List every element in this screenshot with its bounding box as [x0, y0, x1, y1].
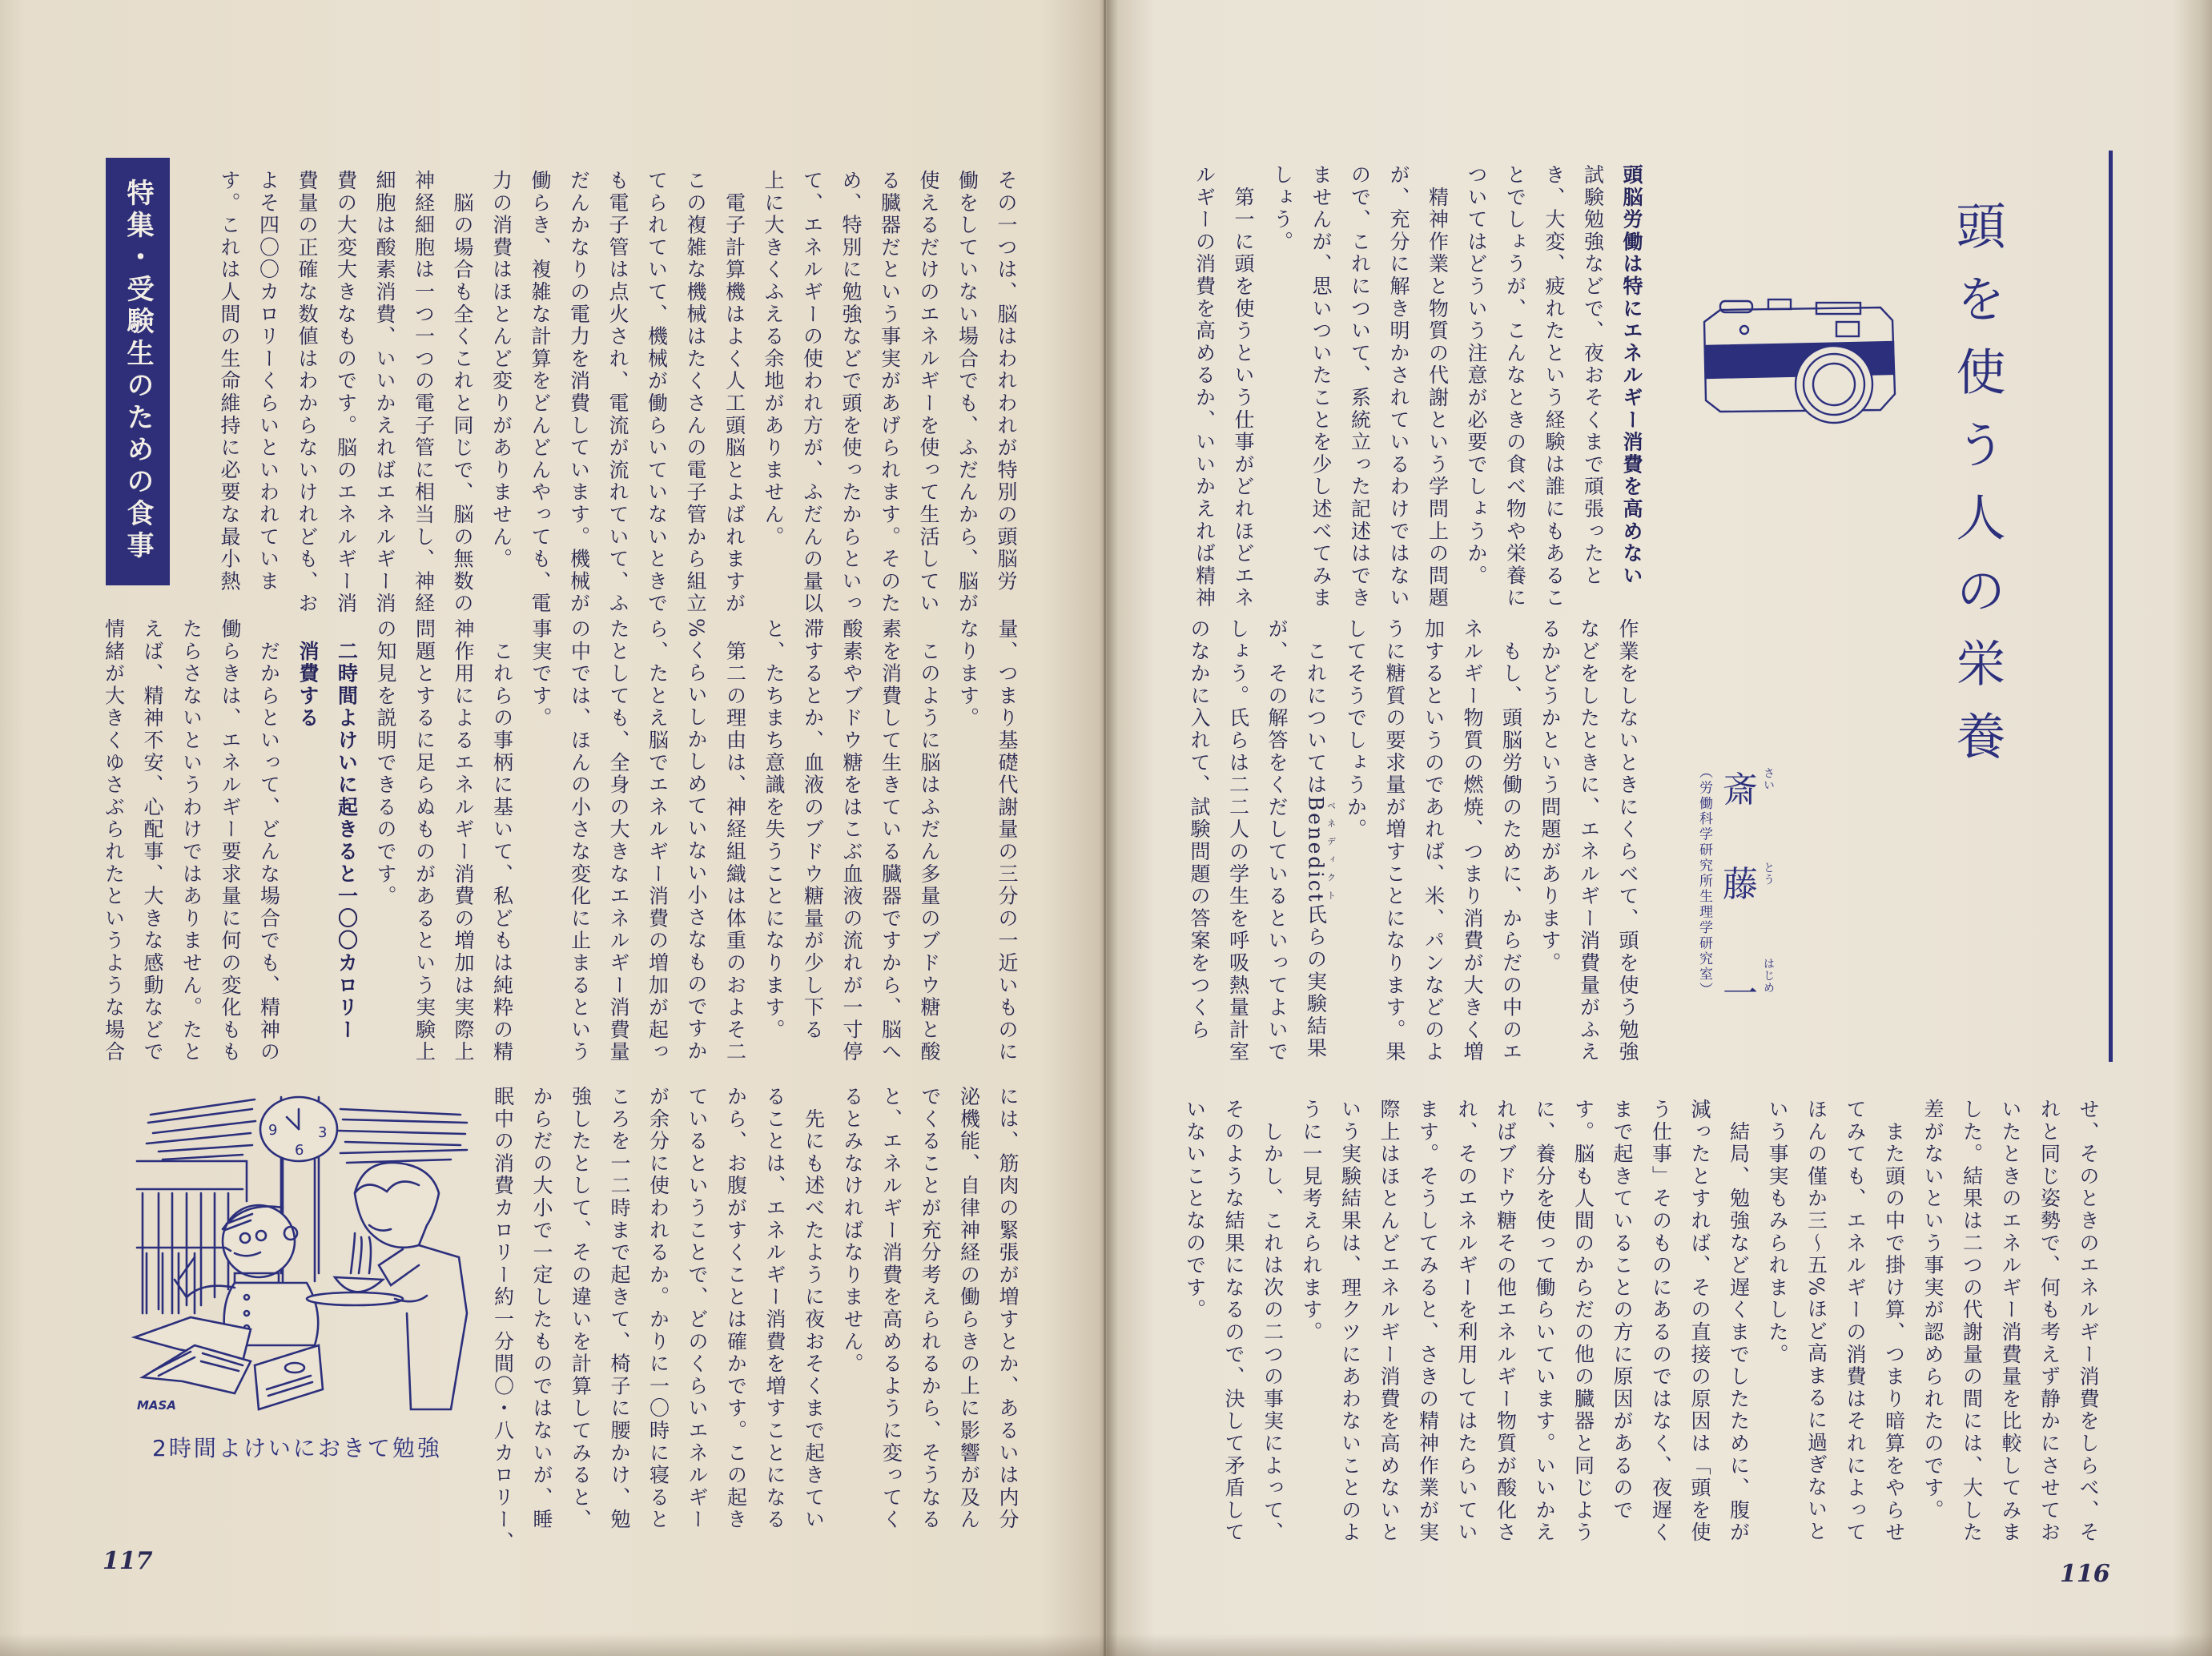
text-column: からだの大小で一定したものではないが、睡	[530, 1086, 553, 1531]
text-column: 素を消費して生きている臓器ですから、脳へ	[879, 618, 903, 1063]
feature-label: 特集・受験生のための食事	[122, 179, 154, 563]
text-column: る臓器だという事実があげられます。そのた	[878, 170, 902, 615]
text-column: 結局、勉強など遅くまでしたために、腹が	[1727, 1099, 1751, 1544]
text-column: 第一に頭を使うという仕事がどれほどエネ	[1232, 164, 1255, 609]
text-column: いう事実もみられました。	[1766, 1099, 1789, 1366]
author-char: 一	[1723, 974, 1758, 1015]
text-segment: 氏らの実験結果	[1304, 903, 1328, 1060]
text-column: う仕事」そのものにあるのではなく、夜遅く	[1649, 1099, 1673, 1544]
page-number-right: 116	[2060, 1560, 2110, 1588]
text-column: 第二の理由は、神経組織は体重のおよそ二	[723, 618, 747, 1063]
text-column: 脳の場合も全くこれと同じで、脳の無数の	[451, 170, 474, 615]
left-top-text-block	[211, 170, 1025, 615]
text-column: 費量の正確な数値はわからないけれども、お	[296, 170, 319, 615]
page-gutter	[1104, 0, 1106, 1656]
clock-numeral-6: 6	[295, 1142, 304, 1159]
text-column: いう実験結果は、理クツにあわないことのよ	[1338, 1099, 1362, 1544]
text-column: ているということで、どのくらいエネルギー	[686, 1086, 709, 1531]
text-column: %くらいしかしめていない小さなものですか	[685, 618, 708, 1063]
text-column: るとみなければなりません。	[841, 1086, 864, 1376]
author-affiliation: （労働科学研究所生理学研究室）	[1696, 765, 1712, 998]
text-column: が、充分に解き明かされているわけではない	[1387, 164, 1410, 609]
ruby-annotation	[1304, 796, 1337, 904]
text-column: ほんの僅か三〜五%ほど高まるに過ぎないと	[1804, 1099, 1828, 1543]
text-column: でくることが充分考えられるから、そうなる	[919, 1086, 942, 1531]
section-heading: 二時間よけいに起きると一〇〇カロリー	[335, 618, 359, 1042]
text-column: も電子管は点火され、電流が流れていて、ふ	[606, 170, 629, 615]
author-ruby: はじめ	[1762, 958, 1775, 994]
text-column: 泌機能、自律神経の働らきの上に影響が及ん	[957, 1086, 981, 1531]
text-column: しかし、これは次の二つの事実によって、	[1261, 1099, 1285, 1544]
text-column: ついてはどういう注意が必要でしょうか。	[1465, 164, 1488, 588]
text-column: した。結果は二つの代謝量の間には、大した	[1960, 1099, 1984, 1544]
text-column: 神作用によるエネルギー消費の増加は実際上	[452, 618, 475, 1063]
text-segment: これについては	[1304, 618, 1328, 797]
text-column: 加するというのであれば、米、パンなどのよ	[1422, 618, 1446, 1063]
text-column: と、たちまち意識を失うことになります。	[762, 618, 786, 1042]
text-column: が、その解答をくだしているといってよいで	[1265, 618, 1289, 1063]
feature-label-box	[106, 158, 170, 585]
title-rule	[2109, 151, 2113, 1062]
clock-numeral-3: 3	[318, 1124, 328, 1141]
text-column: たとしても、全身の大きなエネルギー消費量	[607, 618, 630, 1063]
text-column: いないことなのです。	[1183, 1099, 1207, 1321]
text-column: 減ったとすれば、その直接の原因は「頭を使	[1688, 1099, 1711, 1544]
text-column: 使えるだけのエネルギーを使って生活してい	[917, 170, 940, 615]
text-column: には、筋肉の緊張が増すとか、あるいは内分	[996, 1086, 1020, 1531]
text-column: いたときのエネルギー消費量を比較してみま	[1999, 1099, 2022, 1544]
text-column: れと同じ姿勢で、何も考えず静かにさせてお	[2037, 1099, 2061, 1544]
text-column: が余分に使われるか。かりに一〇時に寝ると	[646, 1086, 670, 1531]
page-bottom-edge	[0, 1634, 2212, 1656]
clock-numeral-9: 9	[268, 1122, 278, 1139]
text-column: その一つは、脳はわれわれが特別の頭脳労	[995, 170, 1018, 593]
text-column: 働らき、複雑な計算をどんどんやっても、電	[529, 170, 552, 615]
right-top-text-block	[1183, 164, 1651, 609]
section-heading: 頭脳労働は特にエネルギー消費を高めない	[1620, 164, 1643, 588]
text-column: て、エネルギーの使われ方が、ふだんの量以	[800, 170, 824, 615]
text-column: なります。	[956, 618, 980, 730]
text-column: き、大変、疲れたという経験は誰にもあるこ	[1542, 164, 1566, 609]
text-column: ネルギー物質の燃焼、つまり消費が大きく増	[1461, 618, 1484, 1063]
text-column: てられていて、機械が働らいていないときで	[645, 170, 669, 615]
text-column: えば、精神不安、心配事、大きな感動などで	[141, 618, 164, 1063]
author-char: 藤	[1723, 864, 1758, 905]
text-column: ませんが、思いついたことを少し述べてみま	[1309, 164, 1333, 609]
text-column: また頭の中で掛け算、つまり暗算をやらせ	[1882, 1099, 1906, 1544]
text-column: これらの事柄に基いて、私どもは純粋の精	[490, 618, 514, 1063]
text-column: 試験勉強などで、夜おそくまで頑張ったと	[1581, 164, 1605, 588]
text-column: 強したとして、その違いを計算してみると、	[569, 1086, 593, 1531]
text-column: だからといって、どんな場合でも、精神の	[257, 618, 281, 1063]
text-column: うに一見考えられます。	[1300, 1099, 1323, 1344]
text-column: まで起きていることの方に原因があるので	[1611, 1099, 1634, 1522]
section-heading: 消費する	[296, 618, 320, 730]
author-ruby: さい	[1762, 767, 1775, 791]
author-ruby: とう	[1762, 862, 1775, 886]
text-column: 電子計算機はよく人工頭脳とよばれますが	[722, 170, 746, 615]
author-char: 斎	[1723, 770, 1758, 810]
text-column: 細胞は酸素消費、いいかえればエネルギー消	[373, 170, 396, 615]
text-column: せ、そのときのエネルギー消費をしらべ、そ	[2077, 1099, 2100, 1544]
text-column: 費の大変大きなものです。脳のエネルギー消	[334, 170, 358, 615]
text-column: 事実です。	[529, 618, 553, 730]
text-column: ころを一二時まで起きて、椅子に腰かけ、勉	[608, 1086, 631, 1531]
text-column: 問題とするに足らぬものがあるという実験上	[412, 618, 436, 1063]
text-column: よそ四〇〇カロリーくらいといわれていま	[256, 170, 280, 593]
text-column: 差がないという事実が認められたのです。	[1921, 1099, 1945, 1522]
text-column: などをしたときに、エネルギー消費量がふえ	[1577, 618, 1601, 1063]
text-column: め、特別に勉強などで頭を使ったからといっ	[839, 170, 863, 615]
text-column: たらさないというわけではありません。たと	[179, 618, 203, 1063]
page-number-left: 117	[103, 1547, 153, 1575]
text-column: てみても、エネルギーの消費はそれによって	[1844, 1099, 1867, 1544]
text-column: この複雑な機械はたくさんの電子管から組立	[684, 170, 707, 615]
text-column: このように脳はふだん多量のブドウ糖と酸	[918, 618, 941, 1063]
text-column: と、エネルギー消費を高めるように変ってく	[879, 1086, 903, 1531]
text-column: しょう。	[1270, 164, 1294, 254]
text-column: に、養分を使って働らいています。いいかえ	[1533, 1099, 1556, 1544]
text-column: ます。そうしてみると、さきの精神作業が実	[1416, 1099, 1440, 1544]
text-column: の知見を説明できるのです。	[374, 618, 397, 908]
text-column: す。これは人間の生命維持に必要な最小熱	[218, 170, 241, 593]
text-column: ルギーの消費を高めるか、いいかえれば精神	[1192, 164, 1217, 609]
left-lower-text-block	[482, 1086, 1027, 1554]
ruby-reading: ベネディクト	[1325, 796, 1337, 904]
camera-illustration	[1696, 298, 1901, 434]
text-column: 神経細胞は一つ一つの電子管に相当し、神経	[412, 170, 436, 615]
text-column: だんかなりの電力を消費しています。機械が	[567, 170, 591, 615]
right-lower-text-block	[1176, 1099, 2107, 1551]
text-column: 酸素やブドウ糖をはこぶ血液の流れが一寸停	[840, 618, 863, 1063]
left-middle-text-block	[102, 618, 1026, 1067]
text-column: 眠中の消費カロリー約一分間〇・八カロリー、	[491, 1086, 515, 1554]
right-middle-text-block	[1179, 618, 1647, 1067]
text-column: 先にも述べたように夜おそくまで起きてい	[802, 1086, 826, 1531]
text-column: ので、これについて、系統立った記述はでき	[1348, 164, 1372, 609]
text-column: してそうでしょうか。	[1344, 618, 1368, 841]
ruby-base: Benedict	[1304, 796, 1328, 904]
text-column: 作業をしないときにくらべて、頭を使う勉強	[1616, 618, 1639, 1063]
text-column: 力の消費はほとんど変りがありません。	[489, 170, 513, 571]
text-column: 情緒が大きくゆさぶられたというような場合	[102, 618, 126, 1063]
mother-with-bowl	[307, 1163, 467, 1409]
text-column: 量、つまり基礎代謝量の三分の一近いものに	[995, 618, 1019, 1063]
text-column: 際上はほとんどエネルギー消費を高めないと	[1377, 1099, 1401, 1544]
text-column: れ、そのエネルギーを利用してはたらいてい	[1455, 1099, 1478, 1544]
text-column: ればブドウ糖その他エネルギー物質が酸化さ	[1494, 1099, 1518, 1544]
text-column: 精神作業と物質の代謝という学問上の問題	[1426, 164, 1450, 609]
text-column: そのような結果になるので、決して矛盾して	[1222, 1099, 1245, 1544]
text-column: るかどうかという問題があります。	[1538, 618, 1562, 975]
text-column: 働らきは、エネルギー要求量に何の変化もも	[219, 618, 242, 1063]
text-column	[1296, 618, 1336, 1067]
text-column: しょう。氏らは二二人の学生を呼吸熱量計室	[1226, 618, 1250, 1063]
illustrator-signature: MASA	[137, 1398, 176, 1413]
text-column: から、お腹がすくことは確かです。この起き	[724, 1086, 748, 1531]
article-title: 頭を使う人の栄養	[1948, 200, 2006, 783]
text-column: ら、たとえ脳でエネルギー消費の増加が起っ	[646, 618, 670, 1063]
text-column: の中では、ほんの小さな変化に止まるという	[568, 618, 592, 1063]
text-column: のなかに入れて、試験問題の答案をつくら	[1188, 618, 1211, 1042]
text-column: 上に大きくふえる余地がありません。	[762, 170, 785, 549]
illustration-studying-student	[115, 1073, 491, 1417]
text-column: ることは、エネルギー消費を増すことになる	[763, 1086, 786, 1531]
text-column: 働をしていない場合でも、ふだんから、脳が	[955, 170, 979, 615]
text-column: うに糖質の要求量が増すことになります。果	[1383, 618, 1406, 1063]
text-column: もし、頭脳労働のために、からだの中のエ	[1499, 618, 1523, 1063]
text-column: とでしょうが、こんなときの食べ物や栄養に	[1503, 164, 1527, 609]
text-column: す。脳も人間のからだの他の臓器と同じよう	[1571, 1099, 1595, 1544]
text-column: 滞するとか、血液のブドウ糖量が少し下る	[801, 618, 825, 1042]
illustration-caption: 2時間よけいにおきて勉強	[152, 1435, 442, 1461]
